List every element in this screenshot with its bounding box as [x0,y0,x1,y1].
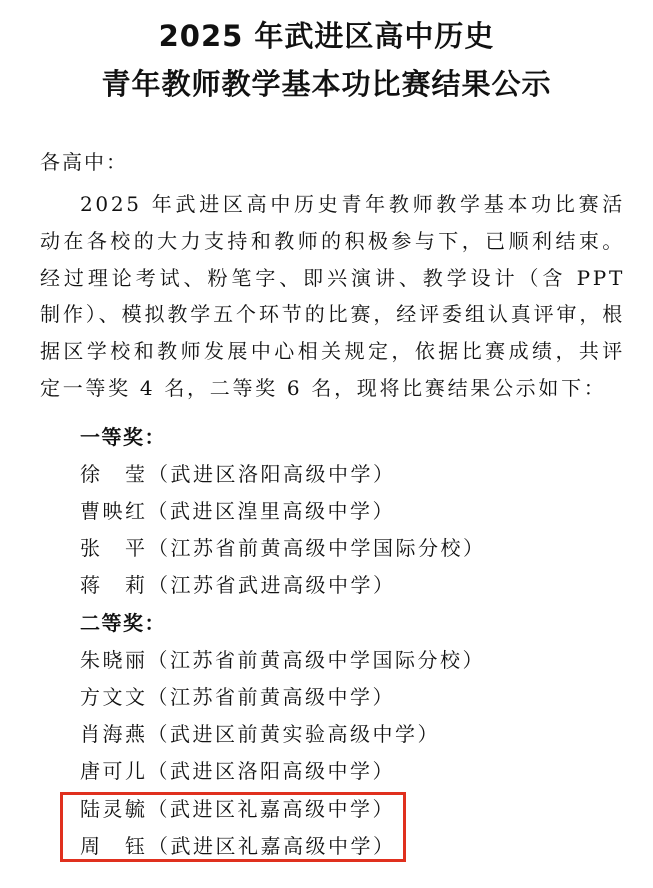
winner-name: 蒋莉 [80,573,170,597]
second-prize-winner [80,720,440,748]
second-prize-winner [80,646,485,674]
winner-school: （武进区洛阳高级中学） [147,759,395,783]
document-title-line-2: 青年教师教学基本功比赛结果公示 [101,67,552,101]
first-prize-winner [80,571,396,599]
winner-name: 方文文 [80,685,148,709]
winner-name: 朱晓丽 [80,648,148,672]
salutation: 各高中： [40,150,128,174]
red-highlight-box [60,792,406,862]
first-prize-winner [80,534,486,562]
first-prize-winner [80,497,395,525]
winner-name: 陆灵毓 [80,797,148,821]
first-prize-winner [80,460,396,488]
document-title-line-1: 2025 年武进区高中历史 [158,19,495,53]
winner-name: 徐莹 [80,462,170,486]
winner-school: （武进区湟里高级中学） [147,499,395,523]
second-prize-winner [80,683,395,711]
first-prize-heading: 一等奖： [80,425,166,449]
winner-school: （武进区前黄实验高级中学） [147,722,440,746]
second-prize-winner [80,757,395,785]
winner-school: （江苏省前黄高级中学国际分校） [148,536,486,560]
winner-school: （武进区礼嘉高级中学） [147,797,395,821]
winner-name: 周钰 [80,834,170,858]
winner-school: （江苏省前黄高级中学国际分校） [147,648,485,672]
winner-school: （江苏省前黄高级中学） [147,685,395,709]
winner-name: 唐可儿 [80,759,148,783]
intro-paragraph: 2025 年武进区高中历史青年教师教学基本功比赛活动在各校的大力支持和教师的积极参与下，已顺利结束。经过理论考试、粉笔字、即兴演讲、教学设计（含 PPT 制作）、模拟教学五个环节的比赛，经评委组认真评审，根据区学校和教师发展中心相关规定，依据比赛成绩，共评定一等奖 4 名，二等奖 6 名，现将比赛结果公示如下： [40,192,625,400]
winner-school: （江苏省武进高级中学） [148,573,396,597]
second-prize-heading: 二等奖： [80,611,166,635]
winner-name: 曹映红 [80,499,148,523]
winner-school: （武进区洛阳高级中学） [148,462,396,486]
winner-name: 肖海燕 [80,722,148,746]
winner-school: （武进区礼嘉高级中学） [148,834,396,858]
winner-name: 张平 [80,536,170,560]
